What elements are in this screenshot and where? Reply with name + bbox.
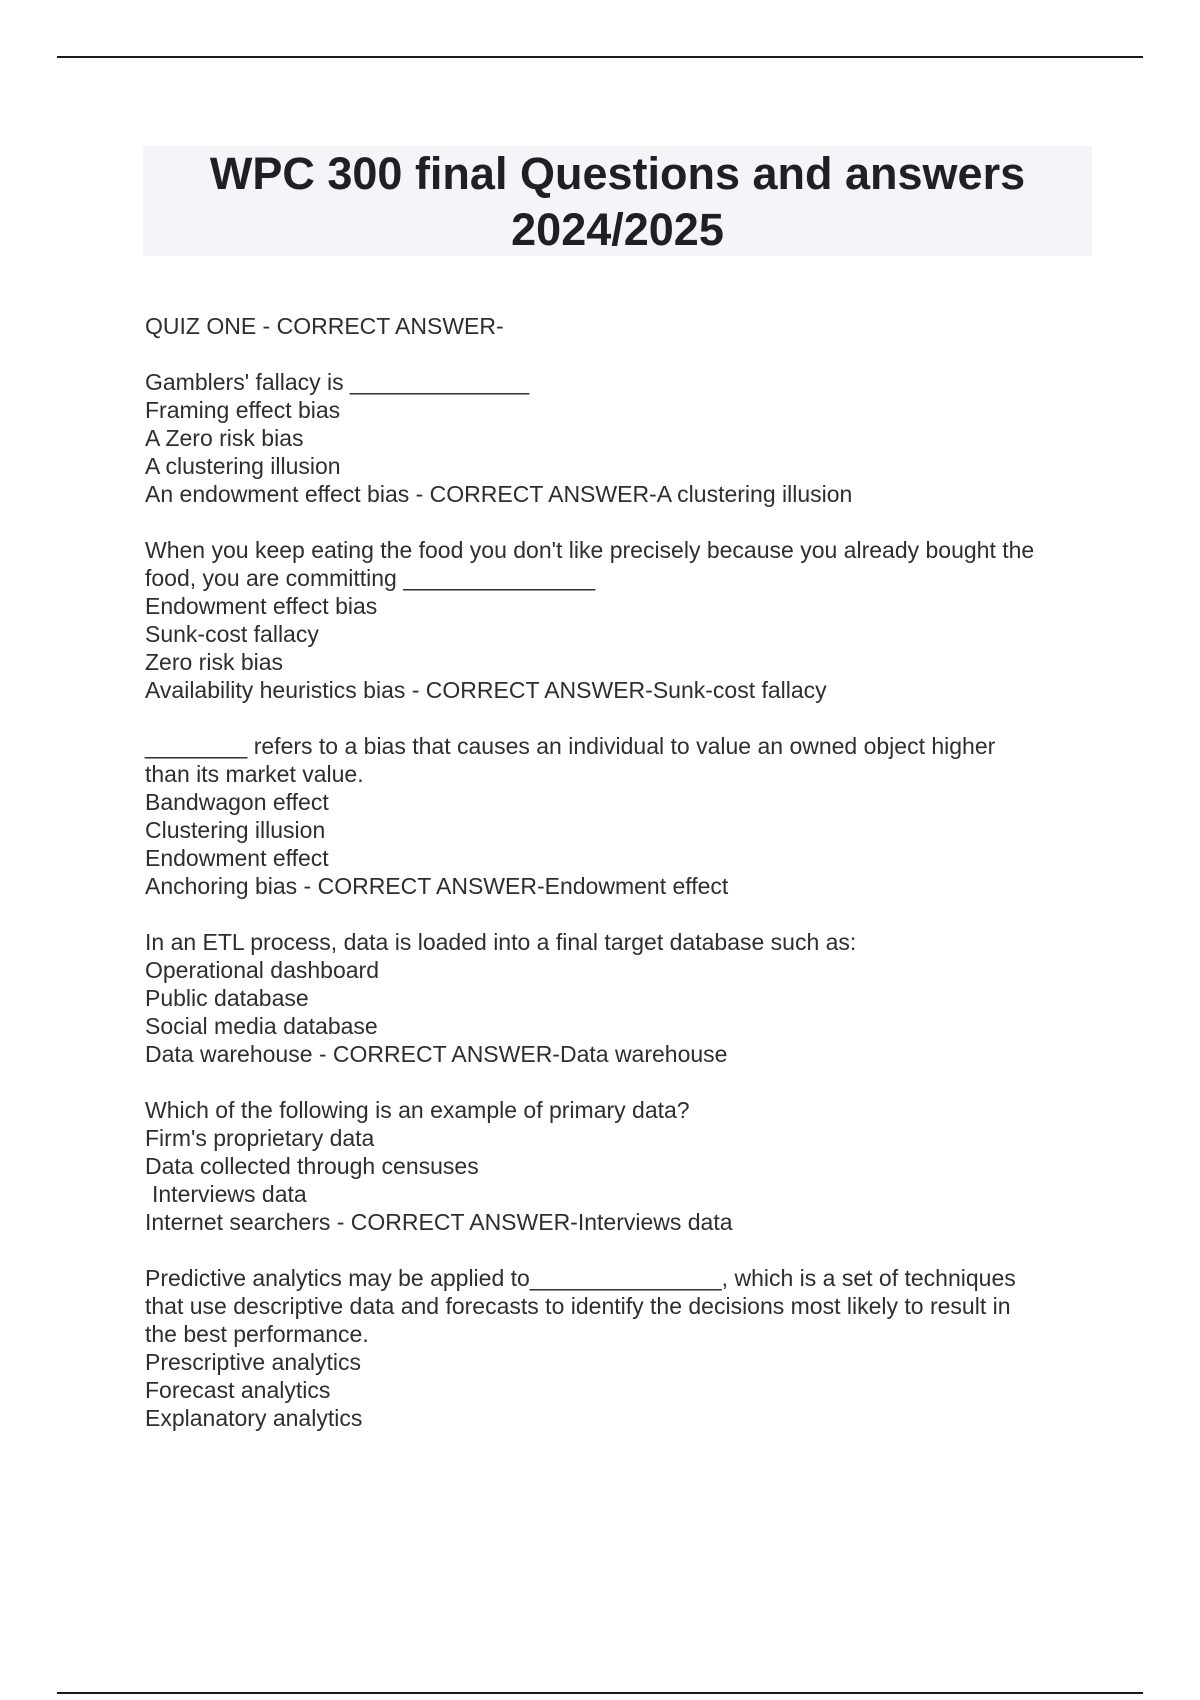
top-rule (57, 56, 1143, 58)
document-title-line-2: 2024/2025 (511, 204, 724, 255)
answer-option: Framing effect bias (145, 397, 341, 423)
quiz-heading: QUIZ ONE - CORRECT ANSWER- (145, 313, 504, 339)
answer-option-with-correct-answer: Internet searchers - CORRECT ANSWER-Interviews data (145, 1209, 733, 1235)
question-text: ________ refers to a bias that causes an individual to value an owned object higher (145, 733, 996, 759)
question-text: When you keep eating the food you don't like precisely because you already bought the (145, 537, 1035, 563)
question-text: that use descriptive data and forecasts to identify the decisions most likely to result in (145, 1293, 1011, 1319)
question-block-1 (145, 368, 1095, 508)
answer-option: A clustering illusion (145, 453, 341, 479)
answer-option: A Zero risk bias (145, 425, 304, 451)
title-block (143, 146, 1092, 256)
question-text: than its market value. (145, 761, 364, 787)
answer-option: Interviews data (152, 1181, 307, 1207)
bottom-rule (57, 1692, 1143, 1694)
answer-option: Data collected through censuses (145, 1153, 479, 1179)
document-title-line-1: WPC 300 final Questions and answers (209, 148, 1026, 199)
question-block-6 (145, 1264, 1095, 1432)
question-text: Gamblers' fallacy is ______________ (145, 369, 530, 395)
answer-option: Public database (145, 985, 309, 1011)
answer-option: Bandwagon effect (145, 789, 329, 815)
question-block-5 (145, 1096, 1095, 1236)
answer-option: Operational dashboard (145, 957, 379, 983)
question-text: In an ETL process, data is loaded into a final target database such as: (145, 929, 857, 955)
answer-option: Prescriptive analytics (145, 1349, 362, 1375)
answer-option: Forecast analytics (145, 1377, 331, 1403)
question-text: Which of the following is an example of primary data? (145, 1097, 690, 1123)
question-text: Predictive analytics may be applied to_______________, which is a set of techniques (145, 1265, 1016, 1291)
answer-option: Firm's proprietary data (145, 1125, 375, 1151)
answer-option: Clustering illusion (145, 817, 326, 843)
answer-option-with-correct-answer: Data warehouse - CORRECT ANSWER-Data warehouse (145, 1041, 728, 1067)
answer-option: Zero risk bias (145, 649, 284, 675)
answer-option: Sunk-cost fallacy (145, 621, 319, 647)
answer-option: Endowment effect (145, 845, 329, 871)
question-block-3 (145, 732, 1095, 900)
answer-option-with-correct-answer: Anchoring bias - CORRECT ANSWER-Endowment effect (145, 873, 729, 899)
answer-option: Explanatory analytics (145, 1405, 363, 1431)
answer-option: Endowment effect bias (145, 593, 378, 619)
answer-option-with-correct-answer: Availability heuristics bias - CORRECT ANSWER-Sunk-cost fallacy (145, 677, 827, 703)
question-block-2 (145, 536, 1095, 704)
question-text: food, you are committing _______________ (145, 565, 596, 591)
document-body (145, 312, 1095, 1432)
answer-option: Social media database (145, 1013, 378, 1039)
question-text: the best performance. (145, 1321, 369, 1347)
answer-option-with-correct-answer: An endowment effect bias - CORRECT ANSWER-A clustering illusion (145, 481, 853, 507)
question-block-4 (145, 928, 1095, 1068)
